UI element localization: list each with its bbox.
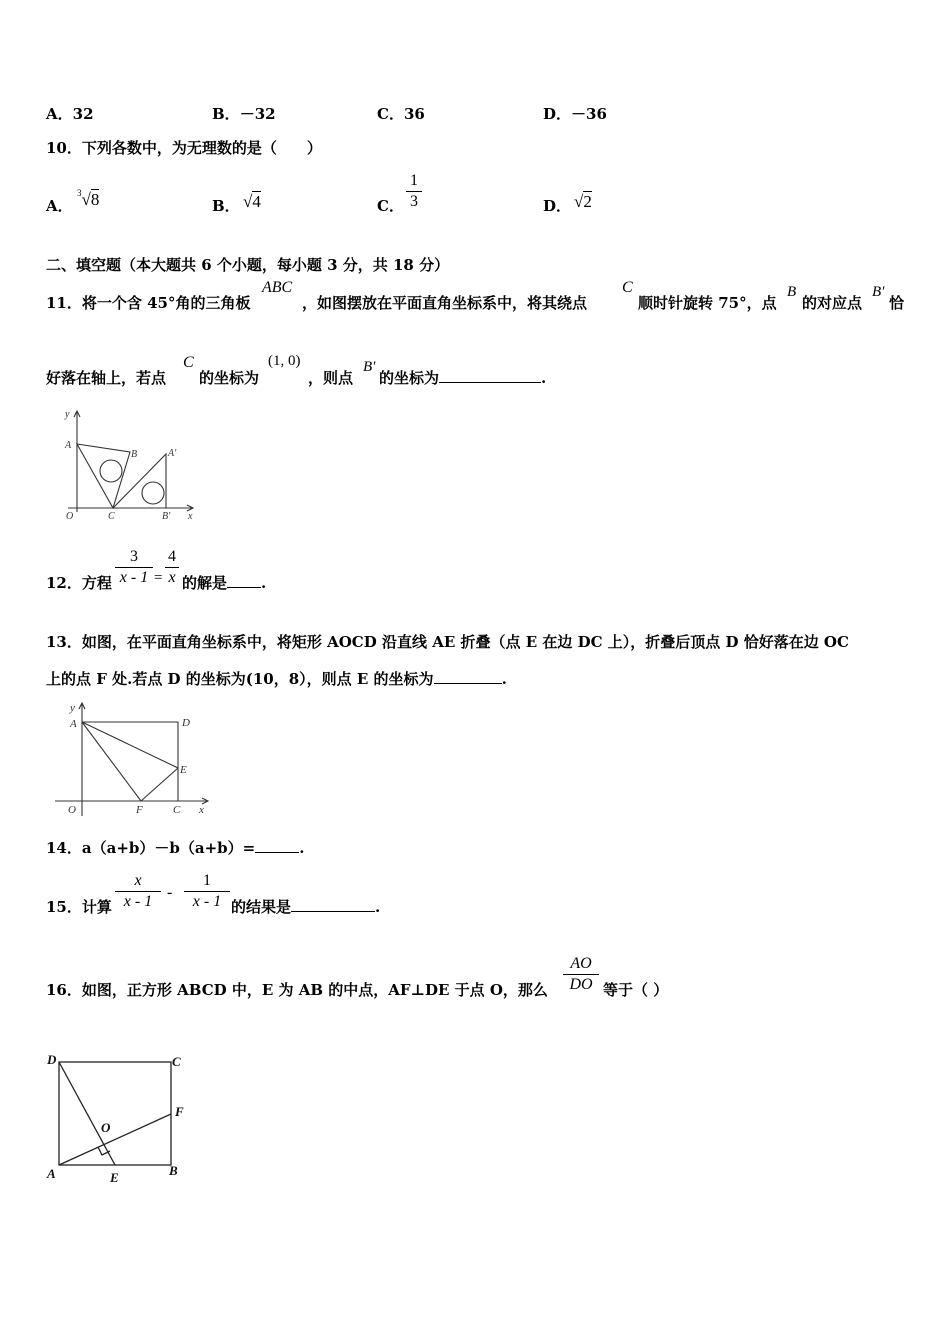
q9-option-b: B．－32 <box>212 105 276 123</box>
q11-figure <box>58 408 200 524</box>
triangle-hole-2 <box>142 482 164 504</box>
q11-line2-math-c: C <box>183 354 194 371</box>
q11-math-c: C <box>622 279 633 296</box>
q11-text-4: 的对应点 <box>802 294 863 312</box>
label-y: y <box>65 409 70 420</box>
q9-option-d: D．－36 <box>543 105 607 123</box>
q11-math-bprime: B′ <box>872 284 885 300</box>
label-a: A <box>47 1166 56 1181</box>
q12-text-2: 的解是 . <box>182 574 267 592</box>
q14-text: 14．a（a+b）－b（a+b）= . <box>46 839 305 857</box>
section-2-title: 二、填空题（本大题共 6 个小题，每小题 3 分，共 18 分） <box>46 256 450 274</box>
q14-answer-blank <box>255 852 299 853</box>
label-a: A <box>70 718 77 730</box>
q10-option-d-radical: √2 <box>574 192 592 211</box>
q11-math-abc: ABC <box>262 279 293 296</box>
label-x: x <box>199 804 204 816</box>
segment-af <box>59 1114 171 1165</box>
q11-line2-text-3: ，则点 <box>308 369 354 387</box>
q11-line2-coord: (1, 0) <box>268 353 301 369</box>
label-e: E <box>110 1170 119 1185</box>
q10-option-b: B． <box>212 197 240 215</box>
q10-option-a: A． <box>46 197 73 215</box>
q12-fraction-2: 4 x <box>165 548 179 587</box>
q10-option-a-radical: $^3$√8 <box>77 188 100 209</box>
label-x: x <box>188 511 193 522</box>
label-f: F <box>136 804 143 816</box>
label-o: O <box>101 1120 111 1135</box>
label-aprime: A′ <box>168 448 177 459</box>
q10-option-c-fraction: 1 3 <box>406 172 422 211</box>
q16-text-2: 等于（ ） <box>603 981 669 999</box>
q12-equals: = <box>154 570 163 586</box>
q15-minus: - <box>167 884 173 901</box>
q11-text-1: 11．将一个含 45°角的三角板 <box>46 294 251 312</box>
label-c: C <box>108 511 115 522</box>
segment-de <box>59 1062 115 1165</box>
q10-stem: 10．下列各数中，为无理数的是（ ） <box>46 139 322 157</box>
q16-figure <box>44 1048 194 1188</box>
q15-text-1: 15．计算 <box>46 898 112 916</box>
q10-option-d: D． <box>543 197 572 215</box>
q15-answer-blank <box>291 911 375 912</box>
q13-figure <box>53 700 213 820</box>
label-a: A <box>65 440 72 451</box>
q13-answer-blank <box>434 683 502 684</box>
label-e: E <box>180 764 187 776</box>
label-c: C <box>173 804 181 816</box>
q11-text-3: 顺时针旋转 75°，点 <box>638 294 777 312</box>
label-f: F <box>175 1104 184 1119</box>
label-y: y <box>70 702 75 714</box>
q16-text-1: 16．如图，正方形 ABCD 中，E 为 AB 的中点，AF⊥DE 于点 O，那么 <box>46 981 548 999</box>
q12-answer-blank <box>227 587 261 588</box>
q16-fraction: AO DO <box>563 955 599 994</box>
q12-fraction-1: 3 x - 1 <box>115 548 153 587</box>
q13-line-2: 上的点 F 处.若点 D 的坐标为(10，8），则点 E 的坐标为 . <box>46 670 507 688</box>
label-o: O <box>68 804 76 816</box>
q11-text-5: 恰 <box>889 294 905 312</box>
q12-text-1: 12．方程 <box>46 574 112 592</box>
square-abcd <box>59 1062 171 1165</box>
q11-line2-text-2: 的坐标为 <box>199 369 260 387</box>
q10-option-c: C． <box>377 197 404 215</box>
segment-af <box>82 722 141 801</box>
q10-option-b-radical: √4 <box>243 192 261 211</box>
q9-option-c: C．36 <box>377 105 425 123</box>
q15-text-2: 的结果是 . <box>231 898 381 916</box>
q13-line-1: 13．如图，在平面直角坐标系中，将矩形 AOCD 沿直线 AE 折叠（点 E 在边 DC 上），折叠后顶点 D 恰好落在边 OC <box>46 633 849 651</box>
label-d: D <box>47 1052 57 1067</box>
q11-line2-text-4: 的坐标为 . <box>379 369 547 387</box>
q11-answer-blank <box>439 382 541 383</box>
label-b: B <box>169 1163 178 1178</box>
label-c: C <box>172 1054 181 1069</box>
q11-text-2: ，如图摆放在平面直角坐标系中，将其绕点 <box>302 294 588 312</box>
q15-fraction-2: 1 x - 1 <box>184 872 230 911</box>
label-d: D <box>182 717 190 729</box>
segment-fe <box>141 768 178 801</box>
q9-option-a: A．32 <box>46 105 94 123</box>
q11-line2-math-bprime: B′ <box>363 359 376 375</box>
label-bprime: B′ <box>162 511 171 522</box>
fold-line-ae <box>82 722 178 768</box>
q15-fraction-1: x x - 1 <box>115 872 161 911</box>
q11-math-b: B <box>787 284 797 300</box>
label-b: B <box>131 449 138 460</box>
q11-line2-text-1: 好落在轴上，若点 <box>46 369 167 387</box>
label-o: O <box>66 511 74 522</box>
triangle-hole-1 <box>100 460 122 482</box>
